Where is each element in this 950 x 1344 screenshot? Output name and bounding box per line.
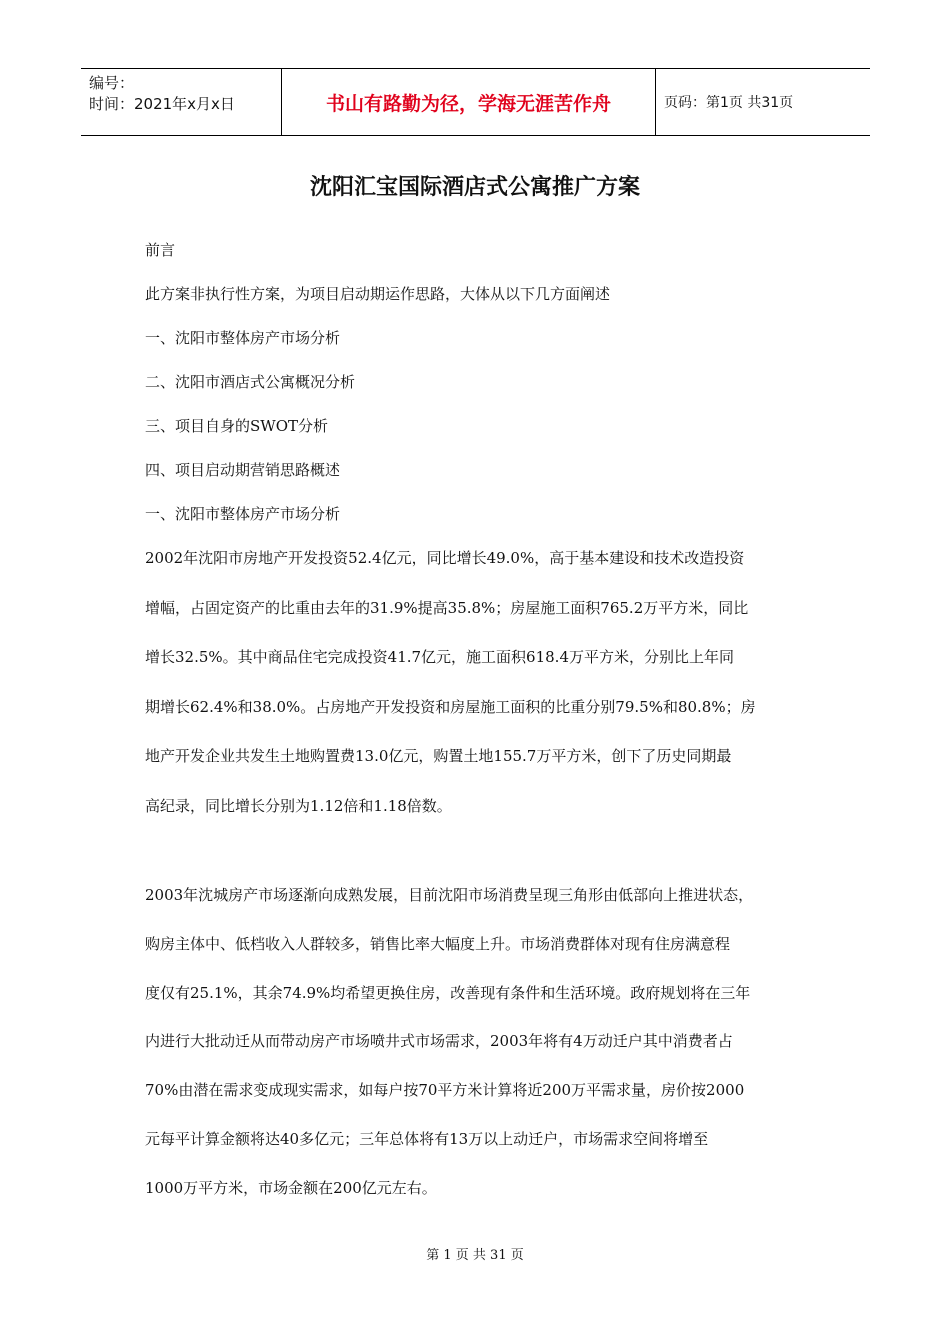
outline-section bbox=[145, 228, 810, 536]
paragraph-line: 购房主体中、低档收入人群较多，销售比率大幅度上升。市场消费群体对现有住房满意程 bbox=[145, 934, 731, 953]
document-date-label: 时间：2021年x月x日 bbox=[89, 95, 235, 113]
page-footer: 第 1 页 共 31 页 bbox=[426, 1248, 524, 1263]
paragraph-line: 元每平计算金额将达40多亿元；三年总体将有13万以上动迁户，市场需求空间将增至 bbox=[145, 1129, 709, 1148]
paragraph-line: 高纪录，同比增长分别为1.12倍和1.18倍数。 bbox=[145, 796, 452, 815]
outline-line: 一、沈阳市整体房产市场分析 bbox=[145, 329, 341, 347]
paragraph-2003-market bbox=[145, 871, 810, 1213]
document-number-label: 编号： bbox=[89, 74, 135, 92]
outline-line: 三、项目自身的SWOT分析 bbox=[145, 417, 328, 435]
outline-line: 前言 bbox=[145, 241, 176, 259]
paragraph-2002-market bbox=[145, 534, 810, 832]
paragraph-line: 内进行大批动迁从而带动房产市场喷井式市场需求，2003年将有4万动迁户其中消费者占 bbox=[145, 1032, 733, 1051]
page-header bbox=[81, 68, 870, 136]
paragraph-line: 2002年沈阳市房地产开发投资52.4亿元，同比增长49.0%，高于基本建设和技术改造投资 bbox=[145, 549, 745, 567]
outline-line: 四、项目启动期营销思路概述 bbox=[145, 461, 341, 479]
header-motto: 书山有路勤为径，学海无涯苦作舟 bbox=[282, 69, 656, 135]
header-page-info: 页码：第1页 共31页 bbox=[664, 95, 794, 111]
paragraph-line: 地产开发企业共发生土地购置费13.0亿元，购置土地155.7万平方米，创下了历史同期最 bbox=[145, 747, 732, 766]
paragraph-line: 增幅，占固定资产的比重由去年的31.9%提高35.8%；房屋施工面积765.2万平方米，同比 bbox=[145, 598, 749, 617]
paragraph-line: 1000万平方米，市场金额在200亿元左右。 bbox=[145, 1178, 437, 1197]
outline-line: 此方案非执行性方案，为项目启动期运作思路，大体从以下几方面阐述 bbox=[145, 285, 611, 303]
paragraph-line: 2003年沈城房产市场逐渐向成熟发展，目前沈阳市场消费呈现三角形由低部向上推进状态， bbox=[145, 886, 754, 904]
paragraph-line: 70%由潜在需求变成现实需求，如每户按70平方米计算将近200万平需求量，房价按2000 bbox=[145, 1081, 745, 1100]
document-title: 沈阳汇宝国际酒店式公寓推广方案 bbox=[309, 175, 640, 200]
outline-line: 二、沈阳市酒店式公寓概况分析 bbox=[145, 373, 356, 391]
outline-line: 一、沈阳市整体房产市场分析 bbox=[145, 505, 341, 523]
paragraph-line: 度仅有25.1%，其余74.9%均希望更换住房，改善现有条件和生活环境。政府规划将在三年 bbox=[145, 983, 751, 1002]
paragraph-line: 增长32.5%。其中商品住宅完成投资41.7亿元，施工面积618.4万平方米，分别比上年同 bbox=[145, 648, 734, 667]
header-meta-cell bbox=[81, 69, 282, 135]
paragraph-line: 期增长62.4%和38.0%。占房地产开发投资和房屋施工面积的比重分别79.5%和80.8%；房 bbox=[145, 697, 756, 716]
